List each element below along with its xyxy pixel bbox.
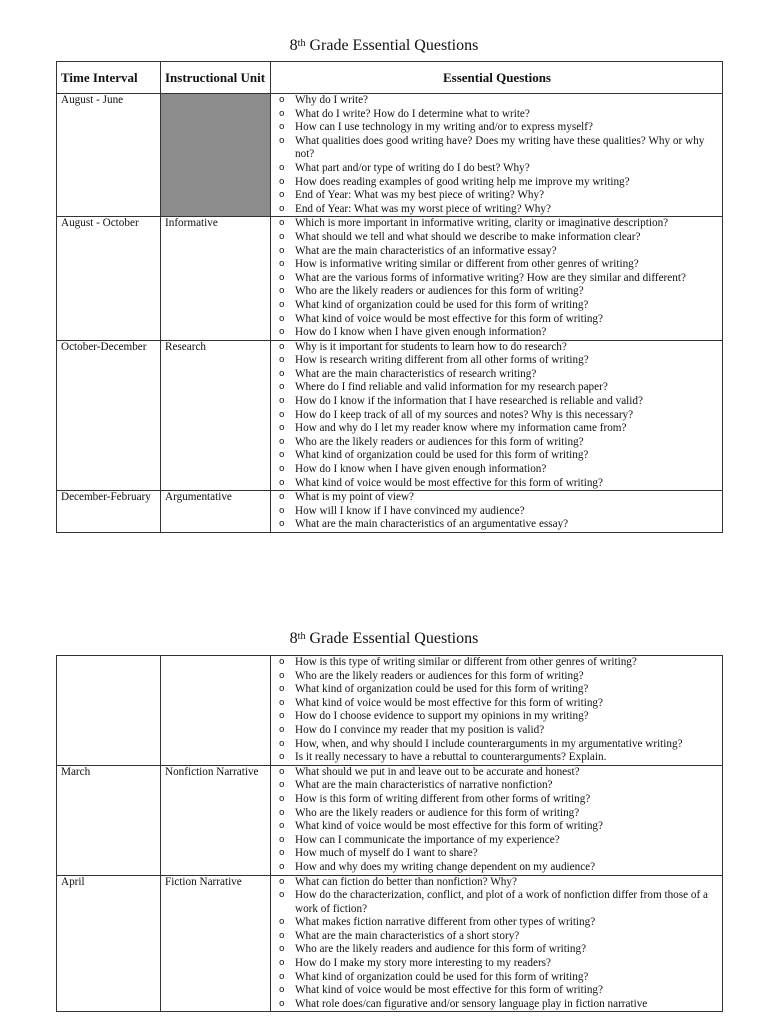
title-ordinal-suffix: th (297, 38, 306, 49)
instructional-unit-cell: Nonfiction Narrative (161, 765, 271, 875)
question-item: o What are the main characteristics of an informative essay? (275, 245, 719, 259)
question-item: o How does reading examples of good writing help me improve my writing? (275, 176, 719, 190)
question-item: o What kind of organization could be used for this form of writing? (275, 299, 719, 313)
question-item: o How is this form of writing different from other forms of writing? (275, 793, 719, 807)
question-list (275, 94, 719, 216)
question-item: o End of Year: What was my worst piece of writing? Why? (275, 203, 719, 217)
question-item: o Why do I write? (275, 94, 719, 108)
question-list (275, 656, 719, 765)
question-item: o What are the main characteristics of a short story? (275, 930, 719, 944)
questions-cell (271, 765, 723, 875)
title-text: Grade Essential Questions (305, 37, 479, 54)
question-item: o What kind of voice would be most effective for this form of writing? (275, 477, 719, 491)
time-interval-cell: April (57, 875, 161, 1012)
question-item: o How do I know when I have given enough information? (275, 326, 719, 340)
questions-cell (271, 656, 723, 766)
question-item: o Where do I find reliable and valid information for my research paper? (275, 381, 719, 395)
table-row (57, 491, 723, 533)
question-item: o How will I know if I have convinced my audience? (275, 505, 719, 519)
question-item: o What are the main characteristics of narrative nonfiction? (275, 779, 719, 793)
question-item: o What are the main characteristics of an argumentative essay? (275, 518, 719, 532)
title-text: Grade Essential Questions (305, 630, 479, 647)
header-time-interval: Time Interval (57, 62, 161, 94)
question-item: o Who are the likely readers or audiences for this form of writing? (275, 285, 719, 299)
question-list (275, 217, 719, 339)
questions-cell (271, 875, 723, 1012)
time-interval-cell: March (57, 765, 161, 875)
header-row (57, 62, 723, 94)
question-item: o How do I choose evidence to support my opinions in my writing? (275, 710, 719, 724)
question-item: o What is my point of view? (275, 491, 719, 505)
question-item: o What role does/can figurative and/or sensory language play in fiction narrative (275, 998, 719, 1012)
question-item: o How can I communicate the importance of my experience? (275, 834, 719, 848)
question-item: o What kind of voice would be most effective for this form of writing? (275, 820, 719, 834)
question-item: o What qualities does good writing have? Does my writing have these qualities? Why or why not? (275, 135, 719, 162)
time-interval-cell: December-February (57, 491, 161, 533)
question-item: o Who are the likely readers or audiences for this form of writing? (275, 670, 719, 684)
question-item: o How is research writing different from all other forms of writing? (275, 354, 719, 368)
question-item: o What kind of voice would be most effective for this form of writing? (275, 313, 719, 327)
header-instructional-unit: Instructional Unit (161, 62, 271, 94)
question-item: o How is informative writing similar or different from other genres of writing? (275, 258, 719, 272)
time-interval-cell (57, 656, 161, 766)
instructional-unit-cell-shaded (161, 94, 271, 217)
question-item: o How and why does my writing change dependent on my audience? (275, 861, 719, 875)
question-item: o What are the main characteristics of research writing? (275, 368, 719, 382)
question-item: o What do I write? How do I determine what to write? (275, 108, 719, 122)
table-row (57, 765, 723, 875)
question-item: o What kind of voice would be most effective for this form of writing? (275, 984, 719, 998)
question-item: o Who are the likely readers and audience for this form of writing? (275, 943, 719, 957)
question-item: o How is this type of writing similar or different from other genres of writing? (275, 656, 719, 670)
question-item: o What kind of organization could be used for this form of writing? (275, 971, 719, 985)
table-row (57, 340, 723, 491)
questions-cell (271, 217, 723, 340)
page-title (0, 629, 768, 649)
instructional-unit-cell: Research (161, 340, 271, 491)
question-list (275, 341, 719, 491)
time-interval-cell: August - June (57, 94, 161, 217)
question-item: o What makes fiction narrative different from other types of writing? (275, 916, 719, 930)
question-item: o What are the various forms of informative writing? How are they similar and different? (275, 272, 719, 286)
question-item: o How can I use technology in my writing and/or to express myself? (275, 121, 719, 135)
question-item: o How do I keep track of all of my sources and notes? Why is this necessary? (275, 409, 719, 423)
time-interval-cell: August - October (57, 217, 161, 340)
essential-questions-table (56, 61, 723, 533)
table-row (57, 217, 723, 340)
table-row (57, 94, 723, 217)
question-item: o What should we put in and leave out to be accurate and honest? (275, 766, 719, 780)
title-grade-number: 8 (289, 37, 298, 54)
time-interval-cell: October-December (57, 340, 161, 491)
question-item: o End of Year: What was my best piece of writing? Why? (275, 189, 719, 203)
title-grade-number: 8 (289, 630, 298, 647)
question-item: o How do I make my story more interesting to my readers? (275, 957, 719, 971)
question-item: o What kind of organization could be used for this form of writing? (275, 683, 719, 697)
question-item: o What kind of voice would be most effective for this form of writing? (275, 697, 719, 711)
question-item: o How much of myself do I want to share? (275, 847, 719, 861)
questions-cell (271, 340, 723, 491)
header-essential-questions: Essential Questions (271, 62, 723, 94)
instructional-unit-cell: Informative (161, 217, 271, 340)
question-item: o Why is it important for students to learn how to do research? (275, 341, 719, 355)
question-item: o How, when, and why should I include counterarguments in my argumentative writing? (275, 738, 719, 752)
question-list (275, 491, 719, 532)
instructional-unit-cell (161, 656, 271, 766)
question-item: o Is it really necessary to have a rebuttal to counterarguments? Explain. (275, 751, 719, 765)
question-item: o What part and/or type of writing do I do best? Why? (275, 162, 719, 176)
question-list (275, 766, 719, 875)
question-item: o How do I know when I have given enough information? (275, 463, 719, 477)
title-ordinal-suffix: th (297, 631, 306, 642)
question-item: o What kind of organization could be used for this form of writing? (275, 449, 719, 463)
question-item: o Which is more important in informative writing, clarity or imaginative description? (275, 217, 719, 231)
table-row (57, 875, 723, 1012)
essential-questions-table-continued (56, 655, 723, 1012)
table-row (57, 656, 723, 766)
instructional-unit-cell: Fiction Narrative (161, 875, 271, 1012)
questions-cell (271, 94, 723, 217)
question-item: o Who are the likely readers or audience for this form of writing? (275, 807, 719, 821)
question-item: o What should we tell and what should we describe to make information clear? (275, 231, 719, 245)
question-item: o Who are the likely readers or audiences for this form of writing? (275, 436, 719, 450)
question-item: o How do I know if the information that I have researched is reliable and valid? (275, 395, 719, 409)
questions-cell (271, 491, 723, 533)
question-item: o How do I convince my reader that my position is valid? (275, 724, 719, 738)
question-item: o How do the characterization, conflict, and plot of a work of nonfiction differ from those of a work of fiction? (275, 889, 719, 916)
question-item: o How and why do I let my reader know where my information came from? (275, 422, 719, 436)
question-list (275, 876, 719, 1012)
instructional-unit-cell: Argumentative (161, 491, 271, 533)
page-title (0, 36, 768, 56)
question-item: o What can fiction do better than nonfiction? Why? (275, 876, 719, 890)
